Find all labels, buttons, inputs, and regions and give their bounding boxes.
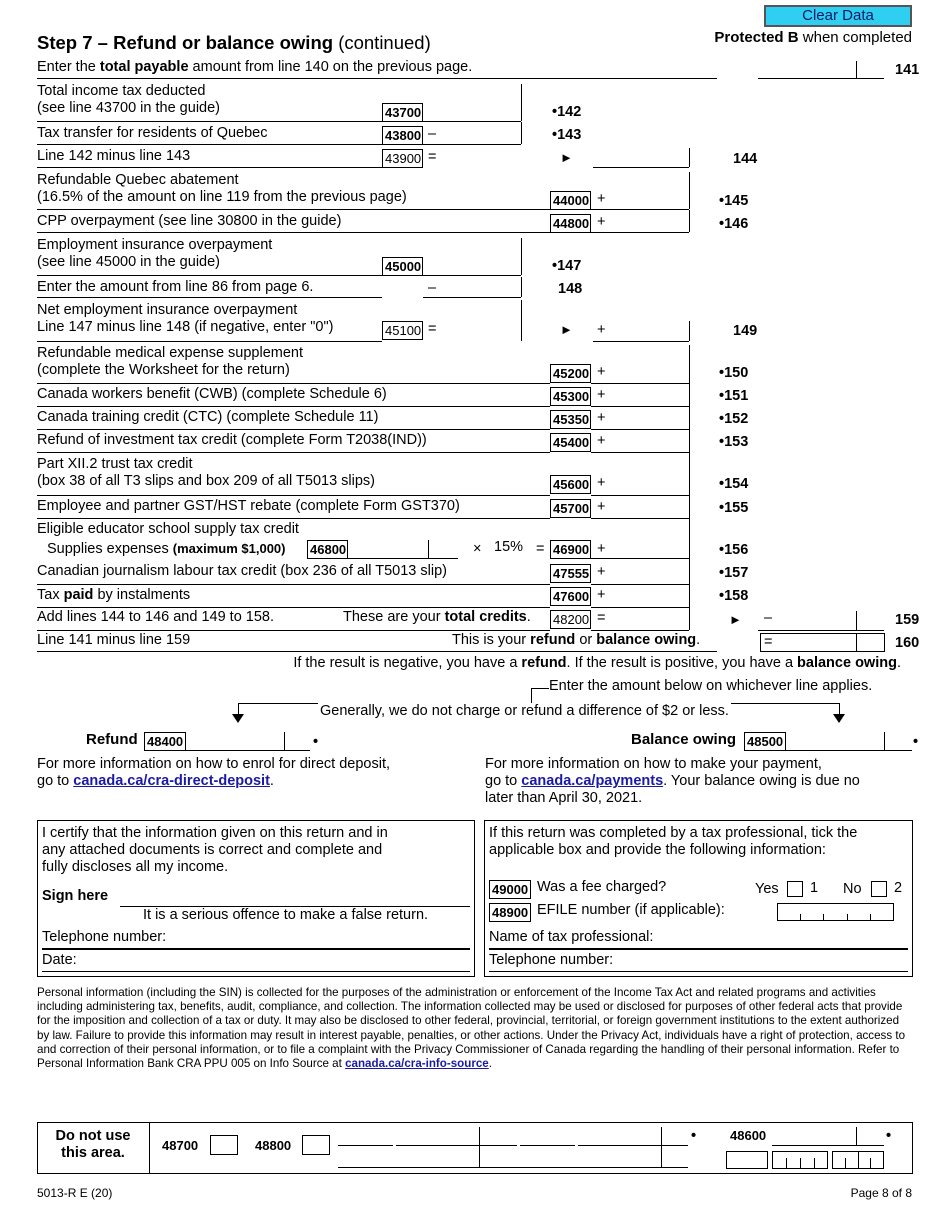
code-43800: 43800 [382, 126, 423, 145]
line-number-142: •142 [552, 104, 582, 120]
balance-owing-label: Balance owing [631, 731, 737, 748]
op-equals: = [428, 149, 437, 165]
two-dollar-note: Generally, we do not charge or refund a difference of $2 or less. [320, 703, 729, 719]
op-plus: + [597, 322, 606, 338]
no-code: 2 [894, 880, 903, 896]
op-plus: + [597, 499, 606, 515]
date-label: Date: [42, 952, 77, 968]
row-153-label: Refund of investment tax credit (complete Form T2038(IND)) [37, 432, 427, 448]
balance-amount-field[interactable] [787, 733, 911, 750]
code-48900: 48900 [489, 903, 531, 922]
direct-deposit-link[interactable]: canada.ca/cra-direct-deposit [73, 773, 270, 789]
row-148-label: Enter the amount from line 86 from page 6. [37, 279, 314, 295]
office-box-48800 [302, 1135, 330, 1155]
code-45600: 45600 [550, 475, 591, 494]
code-45300: 45300 [550, 387, 591, 406]
line-number-160: 160 [895, 635, 920, 651]
op-plus: + [597, 191, 606, 207]
office-code-48700: 48700 [162, 1138, 199, 1153]
payments-link[interactable]: canada.ca/payments [521, 773, 664, 789]
privacy-notice: Personal information (including the SIN) is collected for the purposes of the administration or enforcement of the Income Tax Act and related programs and activities including administering tax, benefits, audit, compliance, and collection. The information collected may be used or disclosed for purposes of other federal acts that provide for the imposition and collection of a tax or duty. It may also be disclosed to other federal, provincial, territorial, or foreign government institutions to the extent authorized by law. Failure to provide this information may result in interest payable, penalties, or other actions. Under the Privacy Act, individuals have a right of protection, access to and correction of their personal information, or to file a complaint with the Privacy Commissioner of Canada regarding the handling of their personal information. Refer to Personal Information Bank CRA PPU 005 on Info Source at canada.ca/cra-info-source. [37, 986, 906, 1071]
taxpayer-phone-label: Telephone number: [42, 929, 167, 945]
yes-label: Yes [755, 881, 779, 897]
line-number-149: 149 [733, 323, 758, 339]
code-44800: 44800 [550, 214, 591, 233]
row-158-label: Tax paid by instalments [37, 587, 191, 603]
op-plus: + [597, 587, 606, 603]
page-number: Page 8 of 8 [850, 1186, 912, 1200]
refund-label: Refund [86, 731, 138, 748]
code-44000: 44000 [550, 191, 591, 210]
code-47600: 47600 [550, 587, 591, 606]
op-minus: – [428, 280, 437, 296]
arrow-icon: ► [560, 322, 573, 337]
office-box-a [726, 1151, 768, 1169]
arrow-icon: ► [560, 150, 573, 165]
row-152-label: Canada training credit (CTC) (complete Schedule 11) [37, 409, 379, 425]
arrow-down-icon [232, 714, 244, 723]
total-credits-text: These are your total credits. [343, 609, 531, 625]
tax-pro-instructions: If this return was completed by a tax professional, tick the applicable box and provide the following information: [489, 825, 858, 858]
code-43700: 43700 [382, 103, 423, 122]
op-plus: + [597, 387, 606, 403]
op-equals: = [597, 610, 606, 626]
line-number-158: •158 [719, 588, 749, 604]
line-number-153: •153 [719, 434, 749, 450]
row-144-label: Line 142 minus line 143 [37, 148, 191, 164]
op-minus: – [764, 610, 773, 626]
row-151-label: Canada workers benefit (CWB) (complete Schedule 6) [37, 386, 387, 402]
offence-warning: It is a serious offence to make a false return. [143, 907, 429, 923]
line-number-151: •151 [719, 388, 749, 404]
page-title: Step 7 – Refund or balance owing (continued) [37, 32, 431, 53]
rate-15-percent: 15% [494, 539, 524, 555]
certify-text: I certify that the information given on this return and in any attached documents is correct and complete and fully discloses all my income. [42, 825, 388, 875]
code-46800: 46800 [307, 540, 348, 559]
row-160-label: Line 141 minus line 159 [37, 632, 191, 648]
decimal-dot: • [886, 1128, 892, 1144]
do-not-use-label: Do not use this area. [55, 1128, 131, 1161]
line-number-145: •145 [719, 193, 749, 209]
line-number-144: 144 [733, 151, 758, 167]
op-times: × [473, 541, 482, 557]
clear-data-button[interactable]: Clear Data [764, 5, 912, 27]
fee-charged-question: Was a fee charged? [537, 879, 667, 895]
line-number-148: 148 [558, 281, 583, 297]
decimal-dot: • [913, 734, 919, 750]
fee-yes-checkbox[interactable] [787, 881, 803, 897]
line-number-141: 141 [895, 62, 920, 78]
line-number-159: 159 [895, 612, 920, 628]
arrow-icon: ► [729, 612, 742, 627]
line-number-146: •146 [719, 216, 749, 232]
line-number-155: •155 [719, 500, 749, 516]
row-150-label: Refundable medical expense supplement (complete the Worksheet for the return) [37, 345, 304, 378]
op-plus: + [597, 433, 606, 449]
row-156-label: Eligible educator school supply tax credit [37, 521, 299, 537]
row-146-label: CPP overpayment (see line 30800 in the guide) [37, 213, 342, 229]
code-48200: 48200 [550, 610, 591, 629]
office-code-48600: 48600 [730, 1128, 767, 1143]
arrow-down-icon [833, 714, 845, 723]
code-49000: 49000 [489, 880, 531, 899]
office-box-48700 [210, 1135, 238, 1155]
op-plus: + [597, 475, 606, 491]
code-45700: 45700 [550, 499, 591, 518]
line-number-143: •143 [552, 127, 582, 143]
efile-number-field[interactable] [777, 903, 894, 921]
refund-amount-field[interactable] [187, 733, 309, 750]
decimal-dot: • [313, 734, 319, 750]
row-145-label: Refundable Quebec abatement (16.5% of the amount on line 119 from the previous page) [37, 172, 407, 205]
row-154-label: Part XII.2 trust tax credit (box 38 of all T3 slips and box 209 of all T5013 slips) [37, 456, 375, 489]
tax-pro-phone-label: Telephone number: [489, 952, 614, 968]
op-equals: = [764, 634, 773, 650]
code-45200: 45200 [550, 364, 591, 383]
row-157-label: Canadian journalism labour tax credit (box 236 of all T5013 slip) [37, 563, 447, 579]
code-48400: 48400 [144, 732, 186, 751]
code-43900: 43900 [382, 149, 423, 168]
decimal-dot: • [691, 1128, 697, 1144]
op-plus: + [597, 364, 606, 380]
protected-label: Protected B when completed [714, 29, 912, 46]
line-number-147: •147 [552, 258, 582, 274]
balance-info: For more information on how to make your payment, go to canada.ca/payments. Your balance owing is due no later than April 30, 2021. [485, 756, 860, 806]
code-45400: 45400 [550, 433, 591, 452]
code-45000: 45000 [382, 257, 423, 276]
code-45350: 45350 [550, 410, 591, 429]
form-number: 5013-R E (20) [37, 1186, 113, 1200]
yes-code: 1 [810, 880, 819, 896]
row-159-label: Add lines 144 to 146 and 149 to 158. [37, 609, 275, 625]
efile-number-label: EFILE number (if applicable): [537, 902, 725, 918]
line-number-150: •150 [719, 365, 749, 381]
op-equals: = [428, 321, 437, 337]
line-number-156: •156 [719, 542, 749, 558]
code-48500: 48500 [744, 732, 786, 751]
row-143-label: Tax transfer for residents of Quebec [37, 125, 268, 141]
intro-text: Enter the total payable amount from line 140 on the previous page. [37, 59, 473, 75]
op-plus: + [597, 410, 606, 426]
signature-field[interactable] [120, 886, 470, 906]
code-47555: 47555 [550, 564, 591, 583]
row-155-label: Employee and partner GST/HST rebate (complete Form GST370) [37, 498, 460, 514]
line-number-152: •152 [719, 411, 749, 427]
info-source-link[interactable]: canada.ca/cra-info-source [345, 1057, 489, 1071]
row-142-label: Total income tax deducted (see line 43700 in the guide) [37, 83, 220, 116]
no-label: No [843, 881, 862, 897]
op-plus: + [597, 541, 606, 557]
row-147-label: Employment insurance overpayment (see line 45000 in the guide) [37, 237, 273, 270]
row-149-label: Net employment insurance overpayment Line 147 minus line 148 (if negative, enter "0") [37, 302, 334, 335]
refund-info: For more information on how to enrol for direct deposit, go to canada.ca/cra-direct-deposit. [37, 756, 390, 789]
op-plus: + [597, 214, 606, 230]
op-plus: + [597, 564, 606, 580]
line-160-field[interactable] [760, 633, 885, 652]
code-45100: 45100 [382, 321, 423, 340]
office-code-48800: 48800 [255, 1138, 292, 1153]
code-46900: 46900 [550, 540, 591, 559]
op-minus: – [428, 126, 437, 142]
row-156-sublabel: Supplies expenses (maximum $1,000) [47, 541, 286, 557]
line-number-157: •157 [719, 565, 749, 581]
tax-pro-name-label: Name of tax professional: [489, 929, 654, 945]
line-number-154: •154 [719, 476, 749, 492]
result-instruction: If the result is negative, you have a refund. If the result is positive, you have a balance owing. [293, 655, 901, 671]
sign-here-label: Sign here [42, 888, 109, 904]
fee-no-checkbox[interactable] [871, 881, 887, 897]
refund-or-balance-text: This is your refund or balance owing. [452, 632, 701, 648]
op-equals: = [536, 541, 545, 557]
enter-amount-text: Enter the amount below on whichever line applies. [549, 678, 873, 694]
